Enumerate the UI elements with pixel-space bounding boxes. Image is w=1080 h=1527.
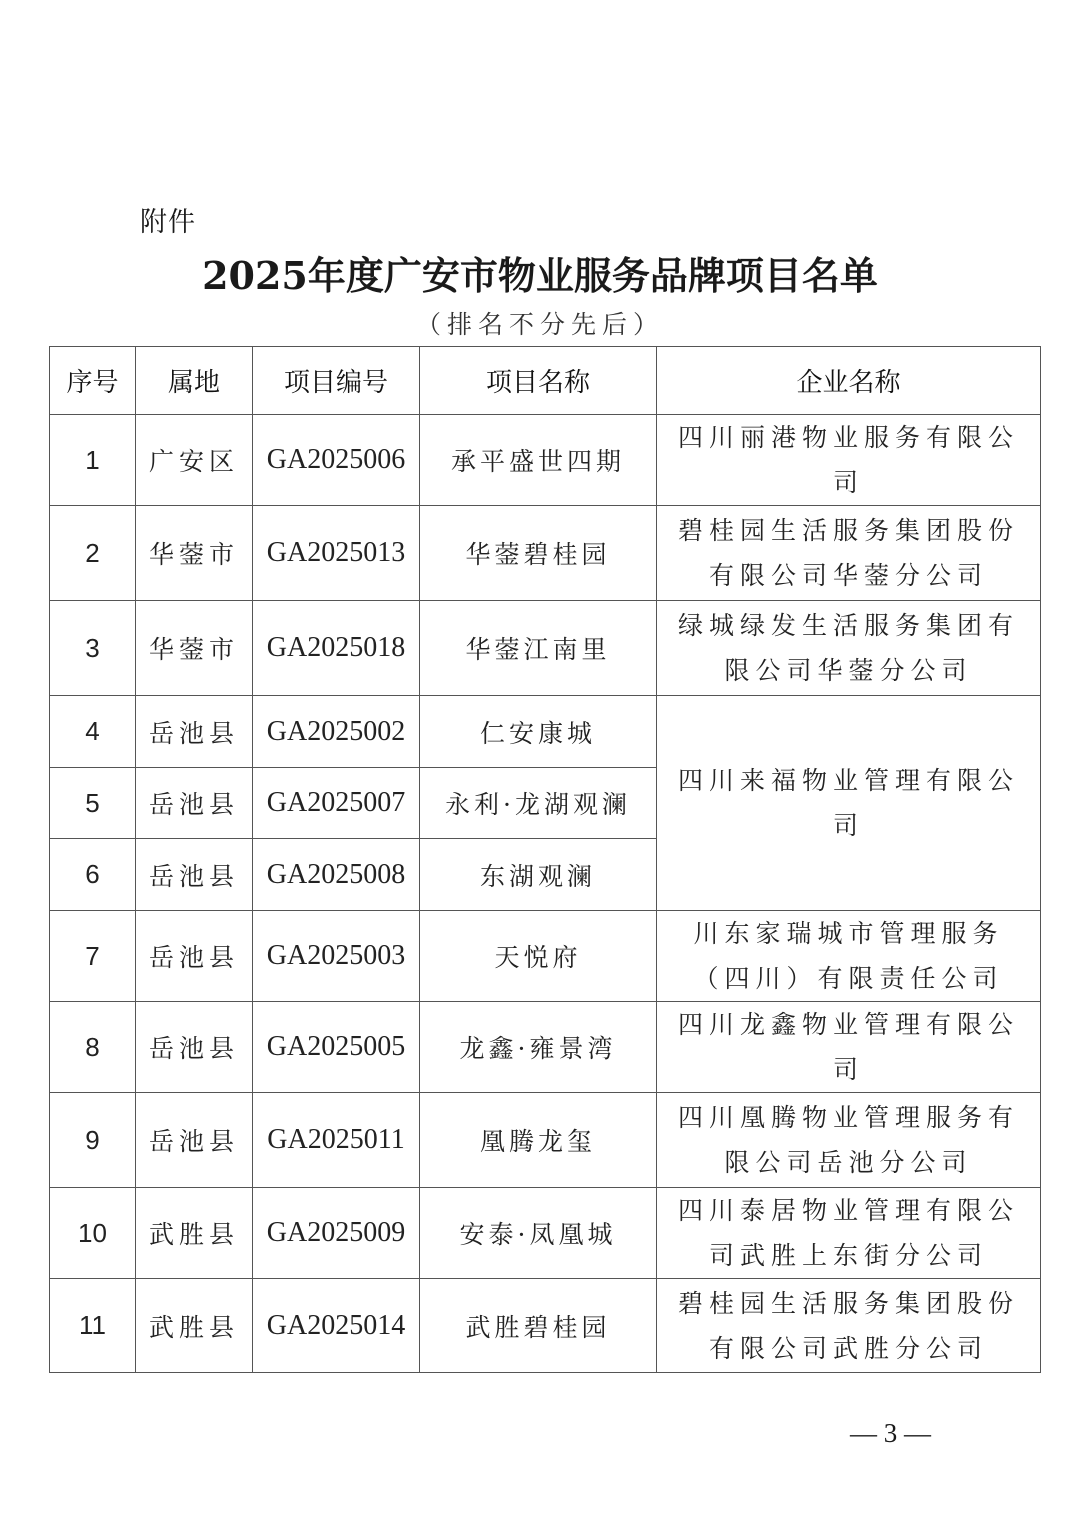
cell-project-code: GA2025009 bbox=[253, 1188, 420, 1279]
cell-project-code: GA2025013 bbox=[253, 506, 420, 601]
cell-project-name: 武胜碧桂园 bbox=[420, 1279, 657, 1373]
table-row bbox=[50, 601, 1041, 696]
cell-seq: 11 bbox=[50, 1279, 136, 1373]
cell-seq: 6 bbox=[50, 839, 136, 911]
cell-location: 广安区 bbox=[136, 415, 253, 506]
cell-company-name: 川东家瑞城市管理服务（四川）有限责任公司 bbox=[657, 911, 1041, 1002]
document-subtitle: （排名不分先后） bbox=[415, 310, 664, 339]
cell-seq: 9 bbox=[50, 1093, 136, 1188]
cell-project-name: 承平盛世四期 bbox=[420, 415, 657, 506]
cell-project-name: 龙鑫·雍景湾 bbox=[420, 1002, 657, 1093]
cell-location: 岳池县 bbox=[136, 1093, 253, 1188]
cell-project-name: 仁安康城 bbox=[420, 696, 657, 768]
cell-company-name: 绿城绿发生活服务集团有限公司华蓥分公司 bbox=[657, 601, 1041, 696]
cell-location: 岳池县 bbox=[136, 696, 253, 768]
cell-project-code: GA2025006 bbox=[253, 415, 420, 506]
table-row bbox=[50, 1002, 1041, 1093]
cell-project-code: GA2025003 bbox=[253, 911, 420, 1002]
cell-location: 岳池县 bbox=[136, 911, 253, 1002]
header-location: 属地 bbox=[136, 347, 253, 415]
cell-company-name: 四川丽港物业服务有限公司 bbox=[657, 415, 1041, 506]
cell-seq: 2 bbox=[50, 506, 136, 601]
cell-project-code: GA2025011 bbox=[253, 1093, 420, 1188]
cell-project-code: GA2025008 bbox=[253, 839, 420, 911]
cell-project-name: 华蓥碧桂园 bbox=[420, 506, 657, 601]
cell-seq: 1 bbox=[50, 415, 136, 506]
cell-seq: 3 bbox=[50, 601, 136, 696]
cell-company-name: 碧桂园生活服务集团股份有限公司武胜分公司 bbox=[657, 1279, 1041, 1373]
document-title: 2025年度广安市物业服务品牌项目名单 bbox=[202, 253, 878, 298]
page-number: — 3 — bbox=[850, 1418, 931, 1448]
header-seq: 序号 bbox=[50, 347, 136, 415]
cell-seq: 10 bbox=[50, 1188, 136, 1279]
table-row bbox=[50, 1093, 1041, 1188]
header-project-name: 项目名称 bbox=[420, 347, 657, 415]
cell-location: 岳池县 bbox=[136, 768, 253, 839]
cell-company-name: 四川泰居物业管理有限公司武胜上东街分公司 bbox=[657, 1188, 1041, 1279]
table-row bbox=[50, 911, 1041, 1002]
cell-project-name: 安泰·凤凰城 bbox=[420, 1188, 657, 1279]
table-row bbox=[50, 506, 1041, 601]
cell-project-name: 天悦府 bbox=[420, 911, 657, 1002]
cell-seq: 4 bbox=[50, 696, 136, 768]
header-project-code: 项目编号 bbox=[253, 347, 420, 415]
cell-company-name: 四川凰腾物业管理服务有限公司岳池分公司 bbox=[657, 1093, 1041, 1188]
cell-location: 武胜县 bbox=[136, 1188, 253, 1279]
cell-project-name: 永利·龙湖观澜 bbox=[420, 768, 657, 839]
header-company-name: 企业名称 bbox=[657, 347, 1041, 415]
cell-seq: 5 bbox=[50, 768, 136, 839]
cell-location: 华蓥市 bbox=[136, 506, 253, 601]
table-row bbox=[50, 415, 1041, 506]
cell-seq: 7 bbox=[50, 911, 136, 1002]
table-header-row bbox=[50, 347, 1041, 415]
cell-project-code: GA2025014 bbox=[253, 1279, 420, 1373]
cell-project-code: GA2025007 bbox=[253, 768, 420, 839]
cell-project-code: GA2025005 bbox=[253, 1002, 420, 1093]
cell-location: 华蓥市 bbox=[136, 601, 253, 696]
cell-project-name: 凰腾龙玺 bbox=[420, 1093, 657, 1188]
cell-project-code: GA2025018 bbox=[253, 601, 420, 696]
brand-project-table bbox=[49, 346, 1041, 1373]
cell-company-name: 碧桂园生活服务集团股份有限公司华蓥分公司 bbox=[657, 506, 1041, 601]
attachment-label: 附件 bbox=[140, 207, 196, 238]
cell-company-name-merged: 四川来福物业管理有限公司 bbox=[657, 696, 1041, 911]
cell-location: 武胜县 bbox=[136, 1279, 253, 1373]
table-row bbox=[50, 696, 1041, 768]
cell-project-name: 华蓥江南里 bbox=[420, 601, 657, 696]
cell-company-name: 四川龙鑫物业管理有限公司 bbox=[657, 1002, 1041, 1093]
table-row bbox=[50, 1188, 1041, 1279]
cell-location: 岳池县 bbox=[136, 839, 253, 911]
cell-seq: 8 bbox=[50, 1002, 136, 1093]
table-row bbox=[50, 1279, 1041, 1373]
cell-project-name: 东湖观澜 bbox=[420, 839, 657, 911]
cell-location: 岳池县 bbox=[136, 1002, 253, 1093]
cell-project-code: GA2025002 bbox=[253, 696, 420, 768]
